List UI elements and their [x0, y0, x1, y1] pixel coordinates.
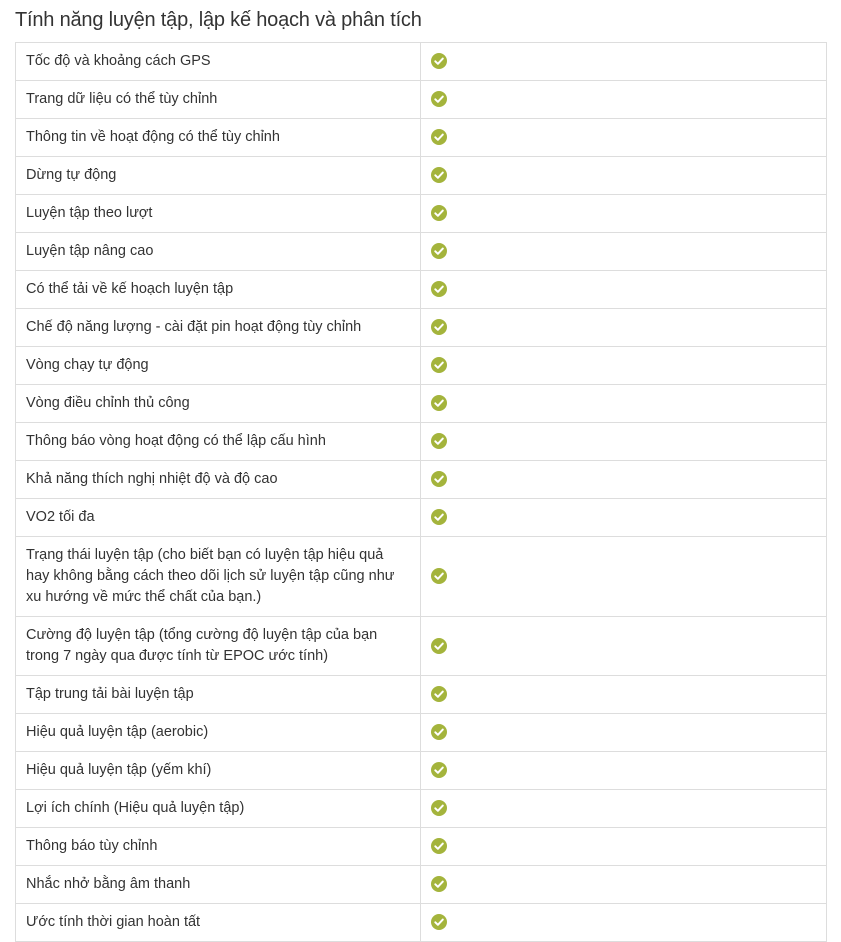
table-row [16, 347, 827, 385]
table-row [16, 195, 827, 233]
feature-support-cell [421, 347, 827, 385]
check-circle-icon [431, 129, 447, 145]
feature-name-cell: Khả năng thích nghị nhiệt độ và độ cao [16, 461, 421, 499]
feature-name-cell: Hiệu quả luyện tập (aerobic) [16, 714, 421, 752]
feature-support-cell [421, 828, 827, 866]
feature-support-cell [421, 157, 827, 195]
feature-support-cell [421, 714, 827, 752]
check-circle-icon [431, 167, 447, 183]
table-row [16, 904, 827, 942]
feature-support-cell [421, 461, 827, 499]
feature-name-cell: Có thể tải về kế hoạch luyện tập [16, 271, 421, 309]
feature-name-cell: Trang dữ liệu có thể tùy chỉnh [16, 81, 421, 119]
feature-support-cell [421, 309, 827, 347]
feature-name-cell: Tốc độ và khoảng cách GPS [16, 43, 421, 81]
feature-support-cell [421, 752, 827, 790]
feature-name-cell: Lợi ích chính (Hiệu quả luyện tập) [16, 790, 421, 828]
table-row [16, 617, 827, 676]
check-circle-icon [431, 762, 447, 778]
feature-name-cell: Luyện tập theo lượt [16, 195, 421, 233]
table-row [16, 461, 827, 499]
check-circle-icon [431, 876, 447, 892]
feature-support-cell [421, 904, 827, 942]
feature-name-cell: Tập trung tải bài luyện tập [16, 676, 421, 714]
feature-support-cell [421, 119, 827, 157]
feature-support-cell [421, 233, 827, 271]
feature-name-cell: VO2 tối đa [16, 499, 421, 537]
table-row [16, 385, 827, 423]
table-row [16, 866, 827, 904]
table-row [16, 309, 827, 347]
feature-support-cell [421, 537, 827, 617]
check-circle-icon [431, 838, 447, 854]
feature-name-cell: Ước tính thời gian hoàn tất [16, 904, 421, 942]
feature-support-cell [421, 81, 827, 119]
feature-name-cell: Trạng thái luyện tập (cho biết bạn có luyện tập hiệu quả hay không bằng cách theo dõi lịch sử luyện tập cũng như xu hướng về mức thể chất của bạn.) [16, 537, 421, 617]
feature-name-cell: Thông tin về hoạt động có thể tùy chỉnh [16, 119, 421, 157]
table-row [16, 828, 827, 866]
check-circle-icon [431, 724, 447, 740]
table-row [16, 714, 827, 752]
features-table-body [16, 43, 827, 942]
table-row [16, 271, 827, 309]
feature-name-cell: Thông báo vòng hoạt động có thể lập cấu hình [16, 423, 421, 461]
section-title: Tính năng luyện tập, lập kế hoạch và phân tích [15, 9, 422, 31]
check-circle-icon [431, 395, 447, 411]
feature-support-cell [421, 43, 827, 81]
feature-support-cell [421, 271, 827, 309]
feature-name-cell: Dừng tự động [16, 157, 421, 195]
feature-support-cell [421, 385, 827, 423]
feature-support-cell [421, 866, 827, 904]
feature-name-cell: Thông báo tùy chỉnh [16, 828, 421, 866]
check-circle-icon [431, 91, 447, 107]
table-row [16, 157, 827, 195]
table-row [16, 423, 827, 461]
check-circle-icon [431, 205, 447, 221]
check-circle-icon [431, 914, 447, 930]
check-circle-icon [431, 638, 447, 654]
feature-name-cell: Vòng chạy tự động [16, 347, 421, 385]
check-circle-icon [431, 800, 447, 816]
check-circle-icon [431, 686, 447, 702]
check-circle-icon [431, 357, 447, 373]
check-circle-icon [431, 433, 447, 449]
feature-name-cell: Hiệu quả luyện tập (yếm khí) [16, 752, 421, 790]
feature-name-cell: Cường độ luyện tập (tổng cường độ luyện tập của bạn trong 7 ngày qua được tính từ EPOC ước tính) [16, 617, 421, 676]
feature-name-cell: Vòng điều chỉnh thủ công [16, 385, 421, 423]
feature-support-cell [421, 790, 827, 828]
feature-support-cell [421, 423, 827, 461]
feature-support-cell [421, 617, 827, 676]
table-row [16, 233, 827, 271]
table-row [16, 537, 827, 617]
feature-support-cell [421, 499, 827, 537]
check-circle-icon [431, 53, 447, 69]
feature-name-cell: Chế độ năng lượng - cài đặt pin hoạt động tùy chỉnh [16, 309, 421, 347]
feature-support-cell [421, 676, 827, 714]
features-table [15, 42, 827, 942]
check-circle-icon [431, 243, 447, 259]
table-row [16, 676, 827, 714]
feature-name-cell: Luyện tập nâng cao [16, 233, 421, 271]
table-row [16, 499, 827, 537]
table-row [16, 752, 827, 790]
table-row [16, 43, 827, 81]
check-circle-icon [431, 568, 447, 584]
feature-support-cell [421, 195, 827, 233]
feature-name-cell: Nhắc nhở bằng âm thanh [16, 866, 421, 904]
check-circle-icon [431, 281, 447, 297]
table-row [16, 119, 827, 157]
check-circle-icon [431, 319, 447, 335]
table-row [16, 790, 827, 828]
check-circle-icon [431, 471, 447, 487]
table-row [16, 81, 827, 119]
check-circle-icon [431, 509, 447, 525]
